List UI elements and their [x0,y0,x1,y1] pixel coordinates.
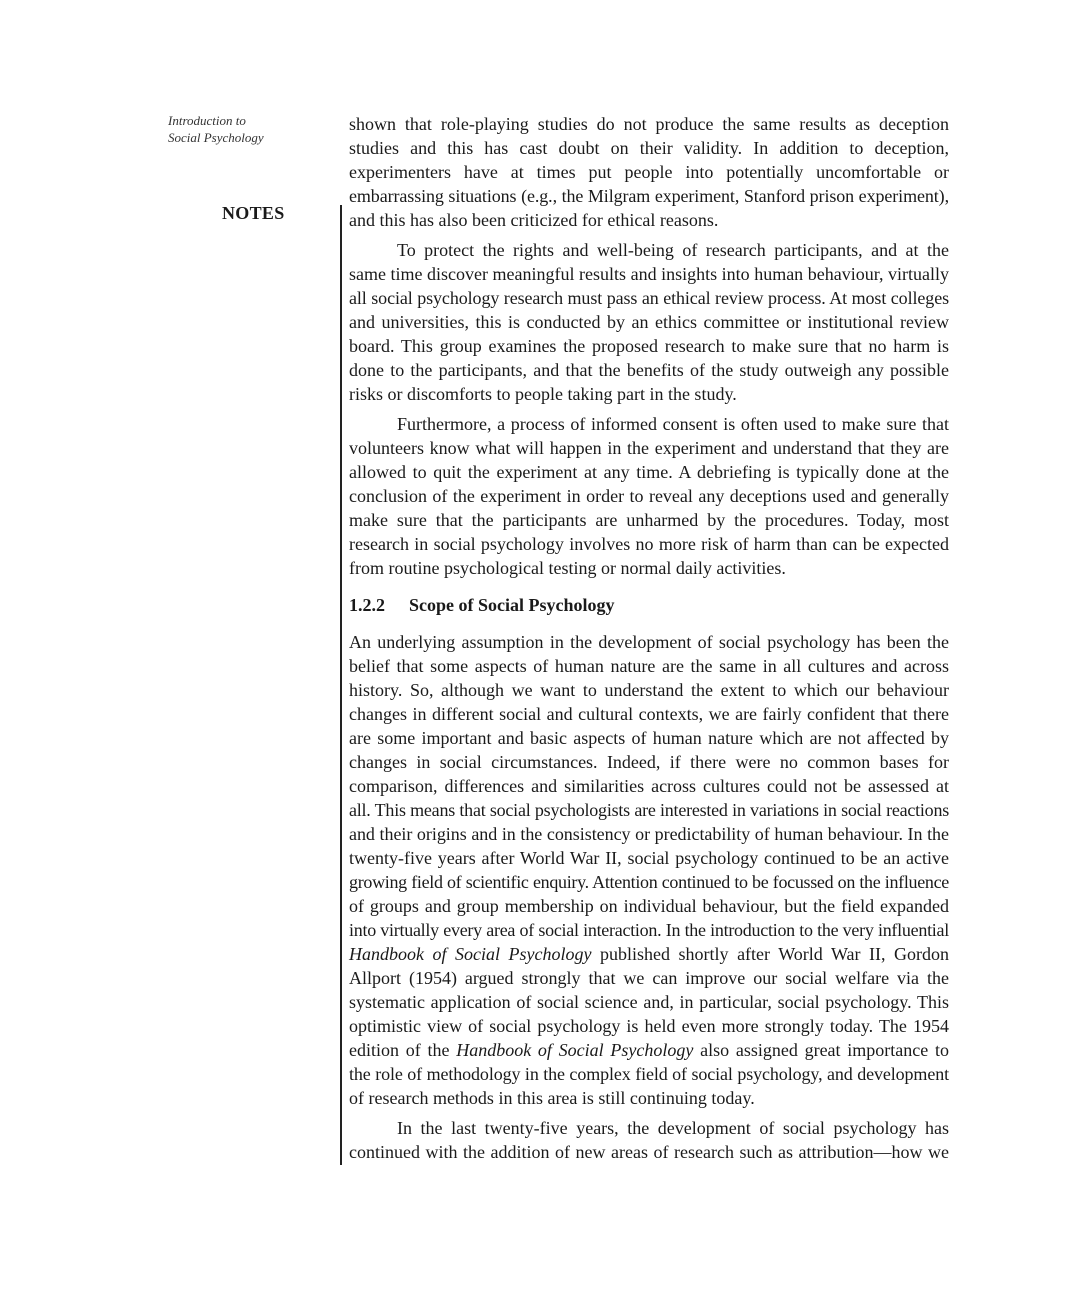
text-line: comparison, differences and similarities across cultures could not be assessed at [349,776,949,796]
text-line: conclusion of the experiment in order to reveal any deceptions used and generally [349,486,949,506]
text-line: all social psychology research must pass an ethical review process. At most colleges [349,288,949,308]
text-line: done to the participants, and that the benefits of the study outweigh any possible [349,360,949,380]
text-line: make sure that the participants are unharmed by the procedures. Today, most [349,510,949,530]
book-title: Handbook of Social Psychology [349,944,592,964]
text-line: risks or discomforts to people taking part in the study. [349,384,737,404]
text-line: In the last twenty-five years, the development of social psychology has [397,1118,949,1138]
text-line: history. So, although we want to understand the extent to which our behaviour [349,680,949,700]
book-title: Handbook of Social Psychology [456,1040,694,1060]
text-line: An underlying assumption in the development of social psychology has been the [349,632,949,652]
text-line: into virtually every area of social interaction. In the introduction to the very influential [349,920,949,940]
text-line: Allport (1954) argued strongly that we can improve our social welfare via the [349,968,949,988]
text-line: volunteers know what will happen in the experiment and understand that they are [349,438,949,458]
text-line: of research methods in this area is still continuing today. [349,1088,755,1108]
body-text [349,112,950,1164]
running-title [168,112,264,146]
section-heading [349,593,950,617]
text-segment: also assigned great importance to [693,1040,949,1060]
text-line: changes in social circumstances. Indeed, if there were no common bases for [349,752,949,772]
text-line: shown that role-playing studies do not produce the same results as deception [349,114,949,134]
paragraph [349,412,950,580]
text-line: same time discover meaningful results and insights into human behaviour, virtually [349,264,949,284]
text-line: from routine psychological testing or normal daily activities. [349,558,786,578]
text-line: twenty-five years after World War II, social psychology continued to be an active [349,848,949,868]
paragraph [349,630,950,1110]
text-line: continued with the addition of new areas of research such as attribution—how we [349,1142,949,1162]
text-line: changes in different social and cultural contexts, we are fairly confident that there [349,704,949,724]
text-line: and this has also been criticized for ethical reasons. [349,210,719,230]
text-line: systematic application of social science and, in particular, social psychology. This [349,992,949,1012]
notes-margin-rule [340,205,342,1165]
text-line: allowed to quit the experiment at any time. A debriefing is typically done at the [349,462,949,482]
text-line: studies and this has cast doubt on their validity. In addition to deception, [349,138,949,158]
text-line: growing field of scientific enquiry. Attention continued to be focussed on the influence [349,872,949,892]
text-line [349,1038,950,1062]
text-line [349,942,950,966]
text-segment: edition of the [349,1040,457,1060]
text-line: experimenters have at times put people into potentially uncomfortable or [349,162,949,182]
text-line: are some important and basic aspects of human nature which are not affected by [349,728,949,748]
text-line: optimistic view of social psychology is held even more strongly today. The 1954 [349,1016,949,1036]
section-number: 1.2.2 [349,595,385,615]
section-title: Scope of Social Psychology [409,595,615,615]
text-line: embarrassing situations (e.g., the Milgram experiment, Stanford prison experiment), [349,186,949,206]
text-line: the role of methodology in the complex field of social psychology, and development [349,1064,949,1084]
text-segment: published shortly after World War II, Gordon [591,944,950,964]
paragraph [349,1116,950,1164]
text-line: To protect the rights and well-being of research participants, and at the [397,240,949,260]
paragraph [349,238,950,406]
text-line: belief that some aspects of human nature are the same in all cultures and across [349,656,949,676]
notes-label: NOTES [222,203,285,223]
text-line: of groups and group membership on individual behaviour, but the field expanded [349,896,949,916]
running-title-line: Introduction to [168,113,246,128]
text-line: board. This group examines the proposed research to make sure that no harm is [349,336,949,356]
paragraph [349,112,950,232]
text-line: research in social psychology involves no more risk of harm than can be expected [349,534,949,554]
text-line: and universities, this is conducted by an ethics committee or institutional review [349,312,949,332]
text-line: and their origins and in the consistency or predictability of human behaviour. In the [349,824,949,844]
running-title-line: Social Psychology [168,130,264,145]
text-line: Furthermore, a process of informed consent is often used to make sure that [397,414,949,434]
text-line: all. This means that social psychologists are interested in variations in social reactions [349,800,949,820]
